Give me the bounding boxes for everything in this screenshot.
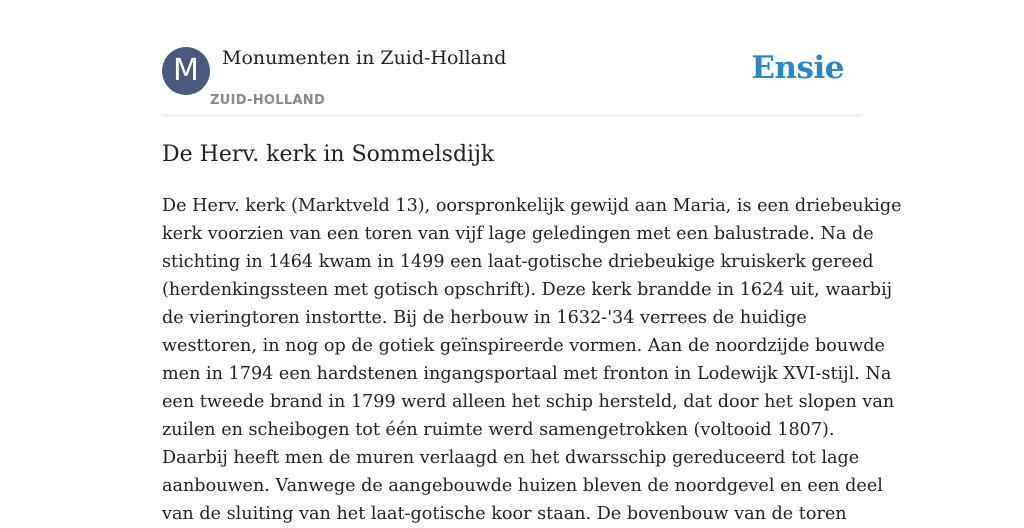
- article-line: Daarbij heeft men de muren verlaagd en het dwarsschip gereduceerd tot lage: [162, 448, 860, 468]
- category-link[interactable]: ZUID-HOLLAND: [210, 93, 326, 108]
- article-line: van de sluiting van het laat-gotische koor staan. De bovenbouw van de toren: [162, 504, 847, 524]
- ensie-logo[interactable]: Ensie: [751, 50, 844, 86]
- header-divider: [162, 115, 862, 116]
- article-body: [162, 192, 902, 528]
- article-line: stichting in 1464 kwam in 1499 een laat-gotische driebeukige kruiskerk gereed: [162, 252, 874, 272]
- article-title: De Herv. kerk in Sommelsdijk: [162, 142, 495, 167]
- avatar[interactable]: M: [162, 47, 210, 95]
- article-line: men in 1794 een hardstenen ingangsportaal met fronton in Lodewijk XVI-stijl. Na: [162, 364, 892, 384]
- article-line: zuilen en scheibogen tot één ruimte werd samengetrokken (voltooid 1807).: [162, 420, 835, 440]
- article-line: (herdenkingssteen met gotisch opschrift). Deze kerk brandde in 1624 uit, waarbij: [162, 280, 893, 300]
- article-line: de vieringtoren instortte. Bij de herbouw in 1632-'34 verrees de huidige: [162, 308, 807, 328]
- article-line: De Herv. kerk (Marktveld 13), oorspronkelijk gewijd aan Maria, is een driebeukige: [162, 196, 902, 216]
- article-line: een tweede brand in 1799 werd alleen het schip hersteld, dat door het slopen van: [162, 392, 895, 412]
- article-line: aanbouwen. Vanwege de aangebouwde huizen bleven de noordgevel en een deel: [162, 476, 883, 496]
- header: [162, 46, 862, 116]
- book-title-link[interactable]: Monumenten in Zuid-Holland: [222, 47, 507, 69]
- article-line: westtoren, in nog op de gotiek geïnspireerde vormen. Aan de noordzijde bouwde: [162, 336, 885, 356]
- article-line: kerk voorzien van een toren van vijf lage geledingen met een balustrade. Na de: [162, 224, 874, 244]
